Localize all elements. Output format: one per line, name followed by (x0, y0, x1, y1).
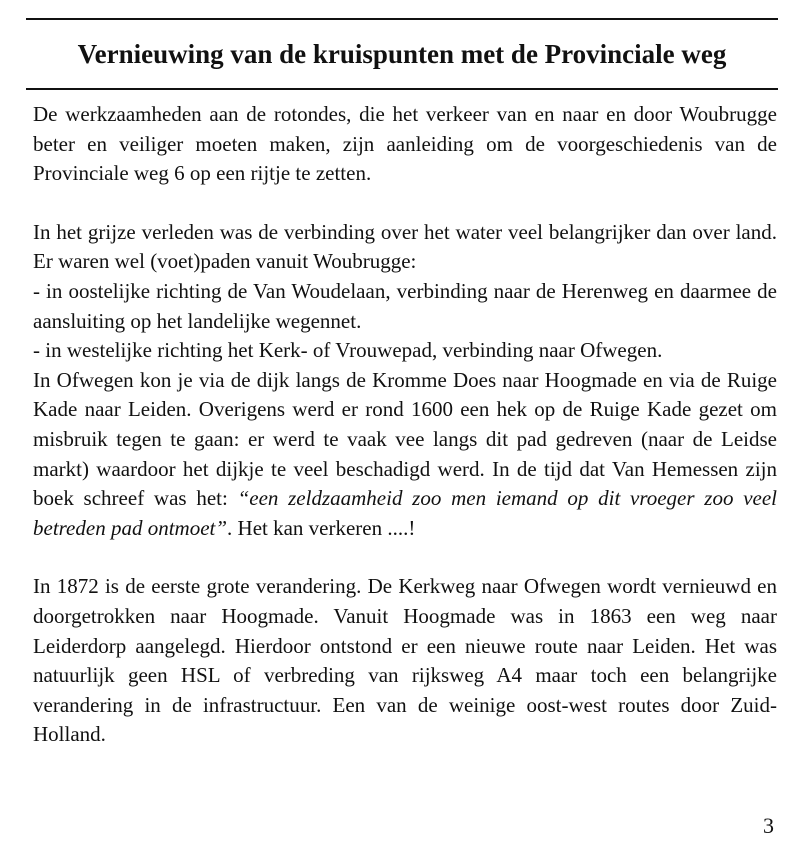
article-body (33, 100, 777, 750)
history-intro: In het grijze verleden was de verbinding over het water veel belangrijker dan over land. Er waren wel (voet)paden vanuit Woubrugge: (33, 219, 777, 274)
paragraph-spacer (33, 189, 777, 218)
page-number: 3 (763, 813, 774, 838)
article-title: Vernieuwing van de kruispunten met de Provinciale weg (77, 39, 727, 69)
history-text: In Ofwegen kon je via de dijk langs de Kromme Does naar Hoogmade en via de Ruige Kade naar Leiden. Overigens werd er rond 1600 een hek op de Ruige Kade gezet om misbruik tegen te gaan: er werd te vaak vee langs dit pad gedreven (naar de Leidse markt) waardoor het dijkje te veel beschadigd werd. In de tijd dat Van Hemessen zijn boek schreef was het: (33, 367, 777, 511)
title-rule-bottom (26, 88, 778, 90)
historic-quote: “een zeldzaamheid zoo men iemand op dit vroeger zoo veel betreden pad ontmoet” (33, 486, 778, 540)
paragraph-history (33, 218, 777, 544)
list-item-east: - in oostelijke richting de Van Woudelaan, verbinding naar de Herenweg en daarmee de aansluiting op het landelijke wegennet. (33, 278, 777, 333)
history-closing: . Het kan verkeren ....! (227, 515, 416, 540)
paragraph-spacer (33, 543, 777, 572)
list-item-west: - in westelijke richting het Kerk- of Vrouwepad, verbinding naar Ofwegen. (33, 338, 663, 363)
paragraph-intro: De werkzaamheden aan de rotondes, die het verkeer van en naar en door Woubrugge beter en veiliger moeten maken, zijn aanleiding om de voorgeschiedenis van de Provinciale weg 6 op een rijtje te zetten. (33, 102, 777, 186)
title-rule-top (26, 18, 778, 20)
paragraph-1872: In 1872 is de eerste grote verandering. De Kerkweg naar Ofwegen wordt vernieuwd en doorgetrokken naar Hoogmade. Vanuit Hoogmade was in 1863 een weg naar Leiderdorp aangelegd. Hierdoor ontstond er een nieuwe route naar Leiden. Het was natuurlijk geen HSL of verbreding van rijksweg A4 maar toch een belangrijke verandering in de infrastructuur. Een van de weinige oost-west routes door Zuid-Holland. (33, 574, 777, 747)
